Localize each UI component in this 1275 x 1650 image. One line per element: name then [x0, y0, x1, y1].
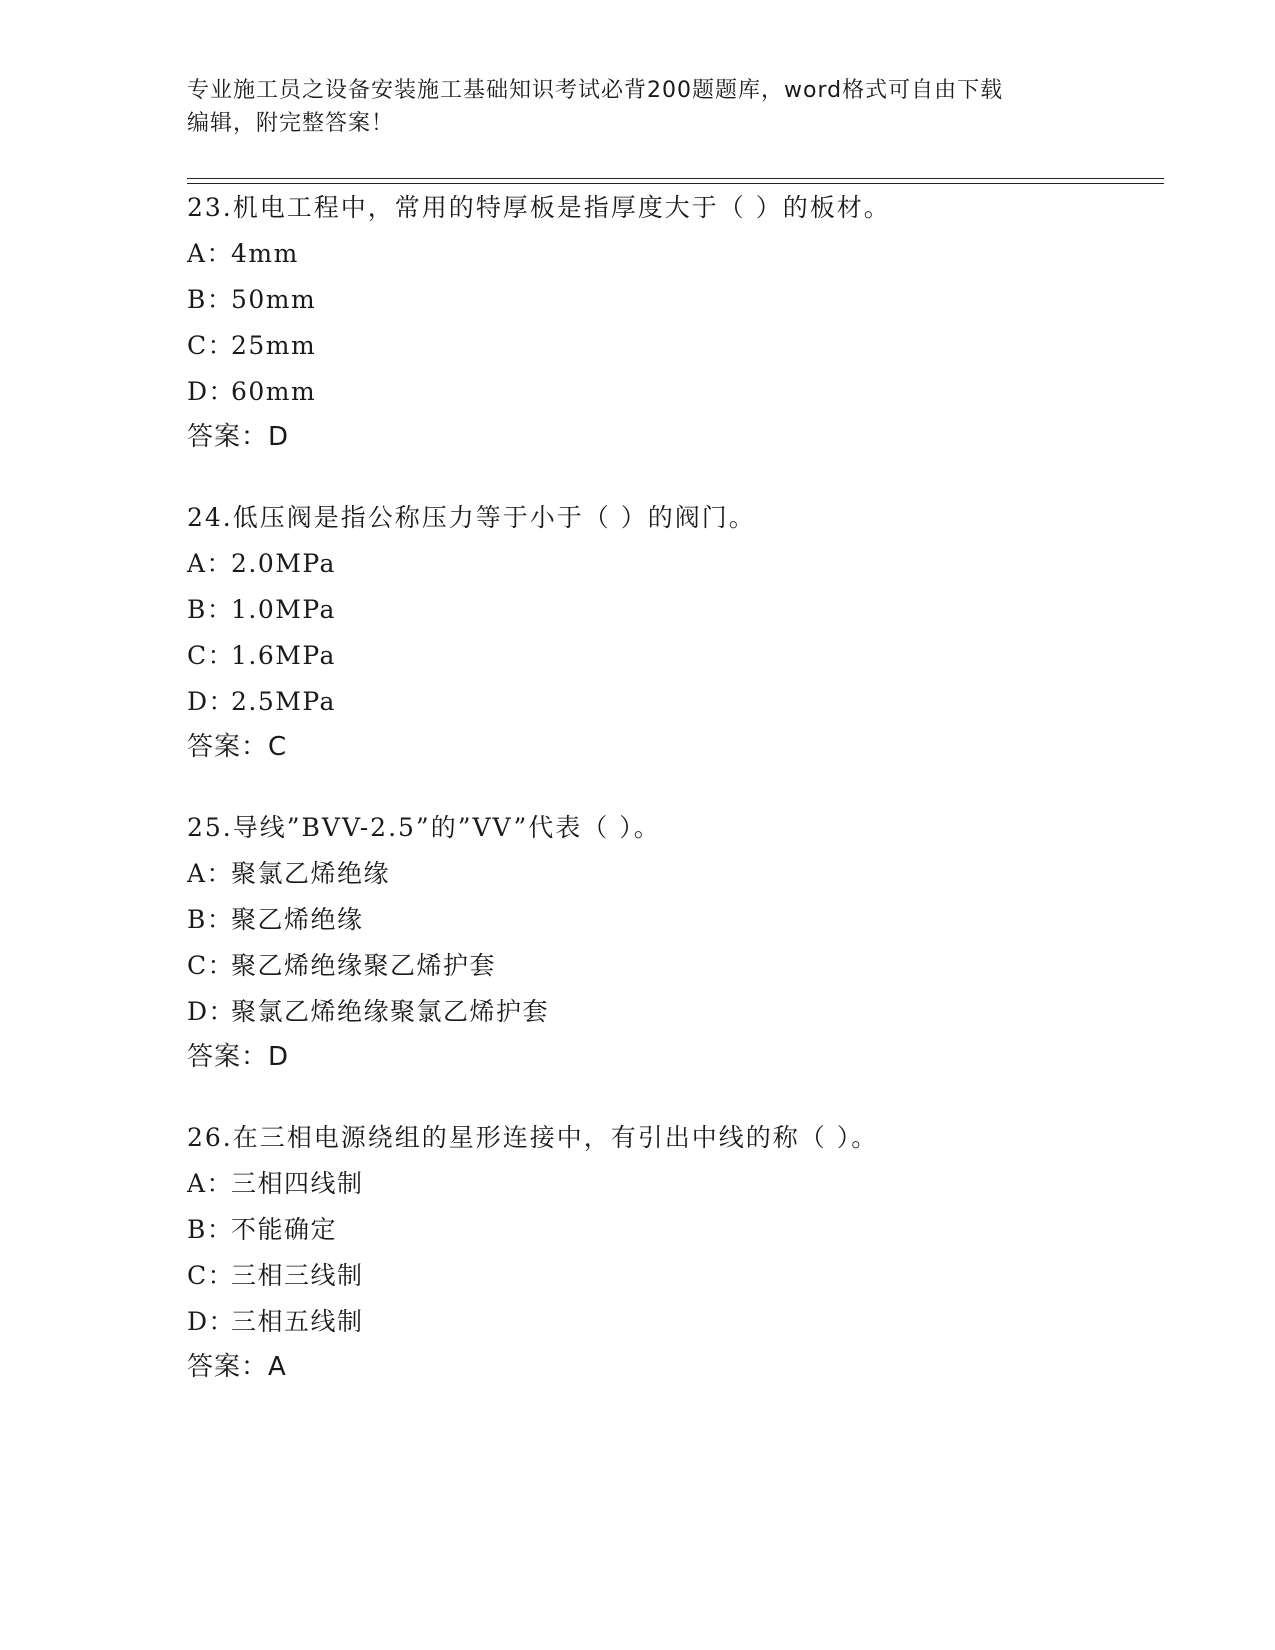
question-stem: 25.导线”BVV-2.5”的”VV”代表（ ）。: [187, 813, 661, 842]
option-b: [187, 1215, 1167, 1245]
question-23: [187, 193, 1167, 453]
option-d: [187, 377, 1167, 407]
question-stem: 23.机电工程中，常用的特厚板是指厚度大于（ ）的板材。: [187, 193, 891, 222]
option-text: 2.5MPa: [231, 687, 336, 716]
answer-label: 答案：D: [187, 1042, 290, 1072]
option-letter: C：: [187, 951, 235, 980]
option-text: 不能确定: [231, 1215, 338, 1244]
option-text: 1.6MPa: [231, 641, 336, 670]
header-line-1: 专业施工员之设备安装施工基础知识考试必背200题题库，word格式可自由下载: [187, 78, 1004, 103]
option-text: 聚氯乙烯绝缘: [231, 859, 391, 888]
option-letter: A：: [187, 859, 234, 888]
option-c: [187, 331, 1167, 361]
option-letter: D：: [187, 687, 236, 716]
option-letter: A：: [187, 239, 234, 268]
option-text: 聚乙烯绝缘: [231, 905, 364, 934]
option-letter: C：: [187, 641, 235, 670]
option-a: [187, 549, 1167, 579]
option-letter: B：: [187, 285, 234, 314]
option-letter: A：: [187, 1169, 234, 1198]
option-text: 25mm: [231, 331, 317, 360]
option-text: 三相五线制: [231, 1307, 364, 1336]
option-letter: D：: [187, 1307, 236, 1336]
option-c: [187, 951, 1167, 981]
document-header: [187, 74, 1087, 140]
option-c: [187, 641, 1167, 671]
option-a: [187, 1169, 1167, 1199]
option-letter: B：: [187, 1215, 234, 1244]
option-letter: A：: [187, 549, 234, 578]
option-c: [187, 1261, 1167, 1291]
header-line-2: 编辑，附完整答案！: [187, 111, 395, 136]
question-stem: 26.在三相电源绕组的星形连接中，有引出中线的称（ ）。: [187, 1123, 879, 1152]
option-letter: C：: [187, 1261, 235, 1290]
question-25: [187, 813, 1167, 1073]
question-stem: 24.低压阀是指公称压力等于小于（ ）的阀门。: [187, 503, 756, 532]
option-text: 三相四线制: [231, 1169, 364, 1198]
option-text: 60mm: [231, 377, 317, 406]
answer-label: 答案：D: [187, 422, 290, 452]
option-letter: C：: [187, 331, 235, 360]
option-d: [187, 997, 1167, 1027]
header-divider-bottom: [187, 183, 1164, 184]
option-a: [187, 239, 1167, 269]
option-letter: B：: [187, 905, 234, 934]
header-divider-top: [187, 178, 1164, 179]
option-d: [187, 687, 1167, 717]
option-text: 1.0MPa: [231, 595, 336, 624]
option-text: 4mm: [231, 239, 299, 268]
option-b: [187, 285, 1167, 315]
option-a: [187, 859, 1167, 889]
option-letter: B：: [187, 595, 234, 624]
question-26: [187, 1123, 1167, 1383]
option-b: [187, 905, 1167, 935]
option-text: 聚氯乙烯绝缘聚氯乙烯护套: [231, 997, 550, 1026]
option-text: 50mm: [231, 285, 317, 314]
answer-label: 答案：C: [187, 732, 288, 762]
option-text: 2.0MPa: [231, 549, 336, 578]
option-d: [187, 1307, 1167, 1337]
option-letter: D：: [187, 377, 236, 406]
option-b: [187, 595, 1167, 625]
option-text: 聚乙烯绝缘聚乙烯护套: [231, 951, 497, 980]
answer-label: 答案：A: [187, 1352, 287, 1382]
option-text: 三相三线制: [231, 1261, 364, 1290]
question-24: [187, 503, 1167, 763]
option-letter: D：: [187, 997, 236, 1026]
